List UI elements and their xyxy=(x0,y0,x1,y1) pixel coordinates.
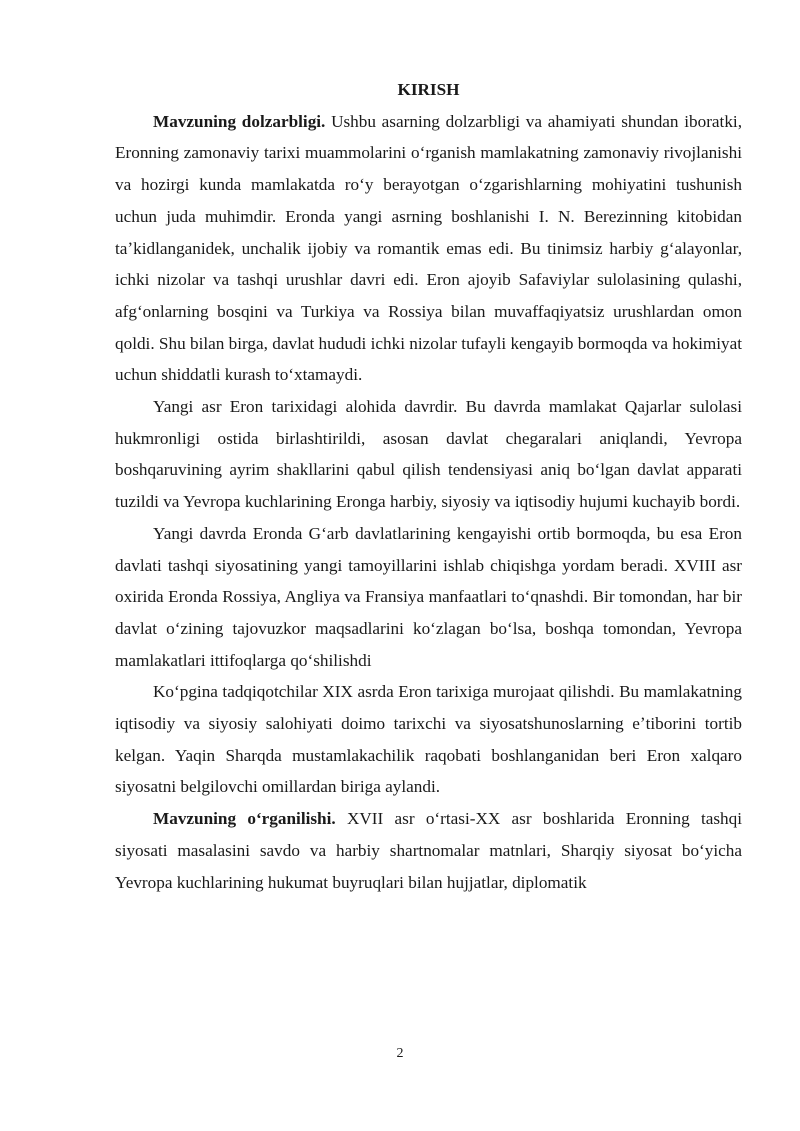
paragraph-new-age xyxy=(115,391,742,518)
paragraph-western-expansion xyxy=(115,518,742,677)
paragraph-lead-relevance: Mavzuning dolzarbligi. xyxy=(153,111,326,131)
section-title: KIRISH xyxy=(397,80,460,99)
paragraph-researchers xyxy=(115,676,742,803)
paragraph-text: Ushbu asarning dolzarbligi va ahamiyati shundan iboratki, Eronning zamonaviy tarixi muammolarini oʻrganish mamlakatning zamonaviy rivojlanishi va hozirgi kunda mamlakatda roʻy berayotgan oʻzgarishlarning mohiyatini tushunish uchun juda muhimdir. Eronda yangi asrning boshlanishi I. N. Berezinning kitobidan taʼkidlanganidek, unchalik ijobiy va romantik emas edi. Bu tinimsiz harbiy gʻalayonlar, ichki nizolar va tashqi urushlar davri edi. Eron ajoyib Safaviylar sulolasining qulashi, afgʻonlarning bosqini va Turkiya va Rossiya bilan muvaffaqiyatsiz urushlardan omon qoldi. Shu bilan birga, davlat hududi ichki nizolar tufayli kengayib bormoqda va hokimiyat uchun shiddatli kurash toʻxtamaydi. xyxy=(115,111,742,385)
paragraph-relevance xyxy=(115,106,742,391)
paragraph-text: Yangi davrda Eronda Gʻarb davlatlarining kengayishi ortib bormoqda, bu esa Eron davlati tashqi siyosatining yangi tamoyillarini ishlab chiqishga yordam beradi. XVIII asr oxirida Eronda Rossiya, Angliya va Fransiya manfaatlari toʻqnashdi. Bir tomondan, har bir davlat oʻzining tajovuzkor maqsadlarini koʻzlagan boʻlsa, boshqa tomondan, Yevropa mamlakatlari ittifoqlarga qoʻshilishdi xyxy=(115,523,742,670)
page-number: 2 xyxy=(396,1046,404,1061)
document-page xyxy=(115,74,742,898)
paragraph-text: Koʻpgina tadqiqotchilar XIX asrda Eron tarixiga murojaat qilishdi. Bu mamlakatning iqtisodiy va siyosiy salohiyati doimo tarixchi va siyosatshunoslarning eʼtiborini tortib kelgan. Yaqin Sharqda mustamlakachilik raqobati boshlanganidan beri Eron xalqaro siyosatni belgilovchi omillardan biriga aylandi. xyxy=(115,682,742,797)
paragraph-lead-study: Mavzuning oʻrganilishi. xyxy=(153,809,336,829)
paragraph-text: XVII asr oʻrtasi-XX asr boshlarida Eronning tashqi siyosati masalasini savdo va harbiy shartnomalar matnlari, Sharqiy siyosat boʻyicha Yevropa kuchlarining hukumat buyruqlari bilan hujjatlar, diplomatik xyxy=(115,809,743,892)
paragraph-text: Yangi asr Eron tarixidagi alohida davrdir. Bu davrda mamlakat Qajarlar sulolasi hukmronligi ostida birlashtirildi, asosan davlat chegaralari aniqlandi, Yevropa boshqaruvining ayrim shakllarini qabul qilish tendensiyasi aniq boʻlgan davlat apparati tuzildi va Yevropa kuchlarining Eronga harbiy, siyosiy va iqtisodiy hujumi kuchayib bordi. xyxy=(115,397,742,512)
paragraph-study xyxy=(115,803,742,898)
